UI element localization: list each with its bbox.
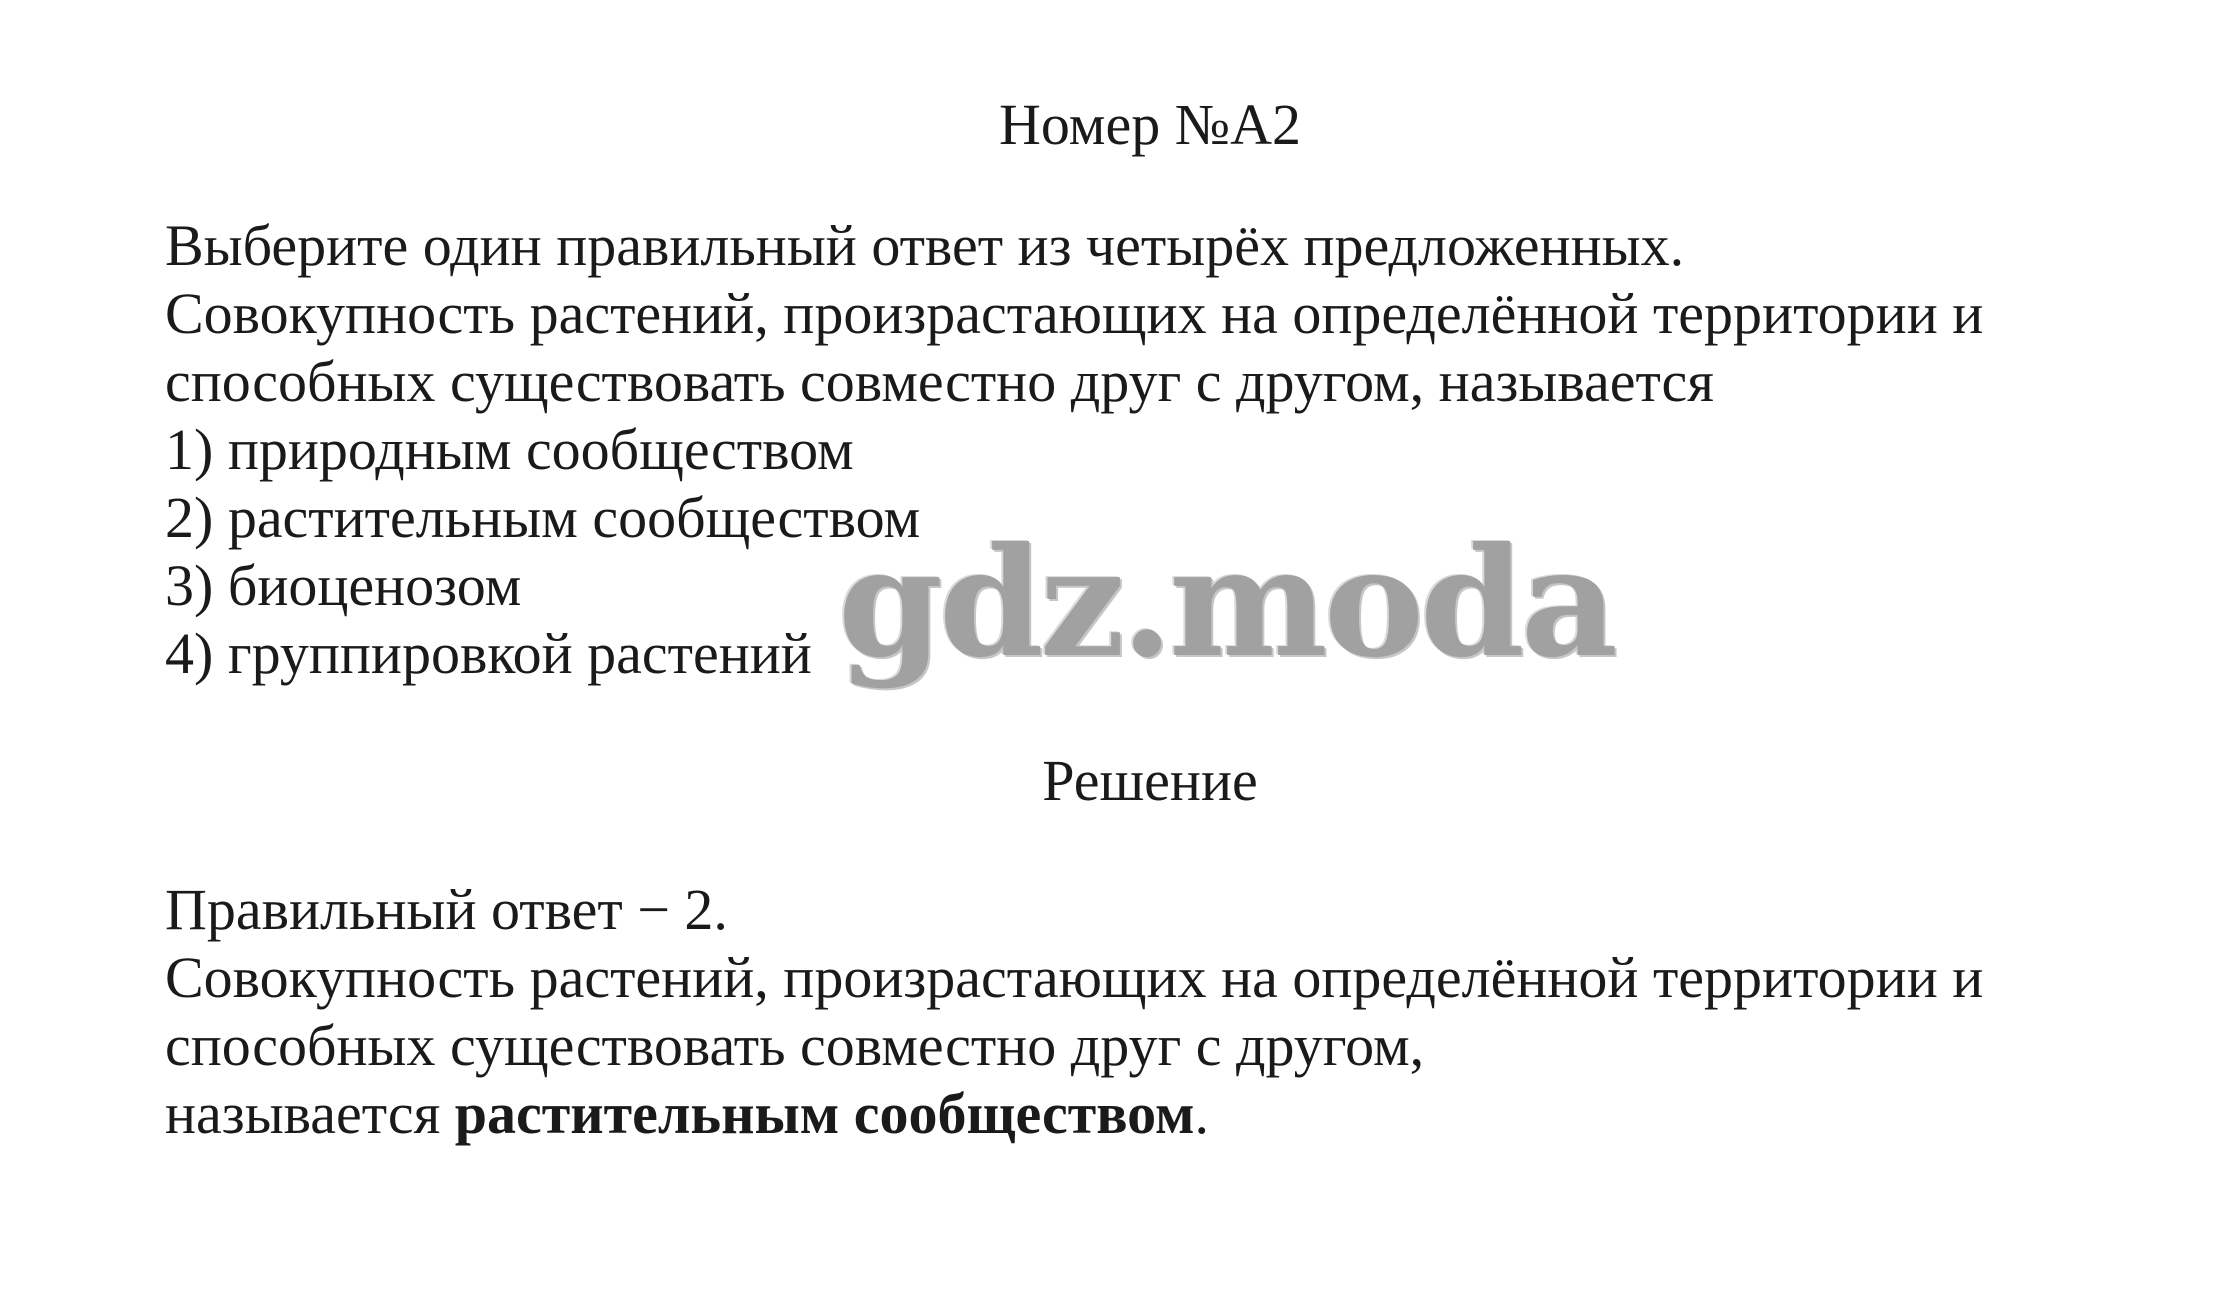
- answer-highlight: растительным сообществом: [454, 1081, 1195, 1146]
- answer-line: Совокупность растений, произрастающих на определённой территории и: [165, 945, 1984, 1010]
- answer-line: Правильный ответ − 2.: [165, 877, 728, 942]
- question-line: Совокупность растений, произрастающих на определённой территории и: [165, 281, 1984, 346]
- answer-line: способных существовать совместно друг с другом,: [165, 1013, 1425, 1078]
- solution-heading: Решение: [1042, 748, 1258, 813]
- solution-text: [165, 876, 1983, 1148]
- option-4: 4) группировкой растений: [165, 621, 812, 686]
- question-line: способных существовать совместно друг с другом, называется: [165, 349, 1714, 414]
- option-3: 3) биоценозом: [165, 553, 522, 618]
- answer-suffix: .: [1194, 1081, 1210, 1146]
- page-title: Номер №А2: [999, 92, 1301, 157]
- answer-prefix: называется: [165, 1081, 455, 1146]
- question-text: [165, 212, 1983, 416]
- watermark-logo: gdz.moda: [838, 515, 1615, 691]
- option-2: 2) растительным сообществом: [165, 485, 921, 550]
- option-1: 1) природным сообществом: [165, 417, 854, 482]
- question-line: Выберите один правильный ответ из четырёх предложенных.: [165, 213, 1685, 278]
- answer-options: [165, 416, 920, 688]
- answer-conclusion: [165, 1080, 1983, 1148]
